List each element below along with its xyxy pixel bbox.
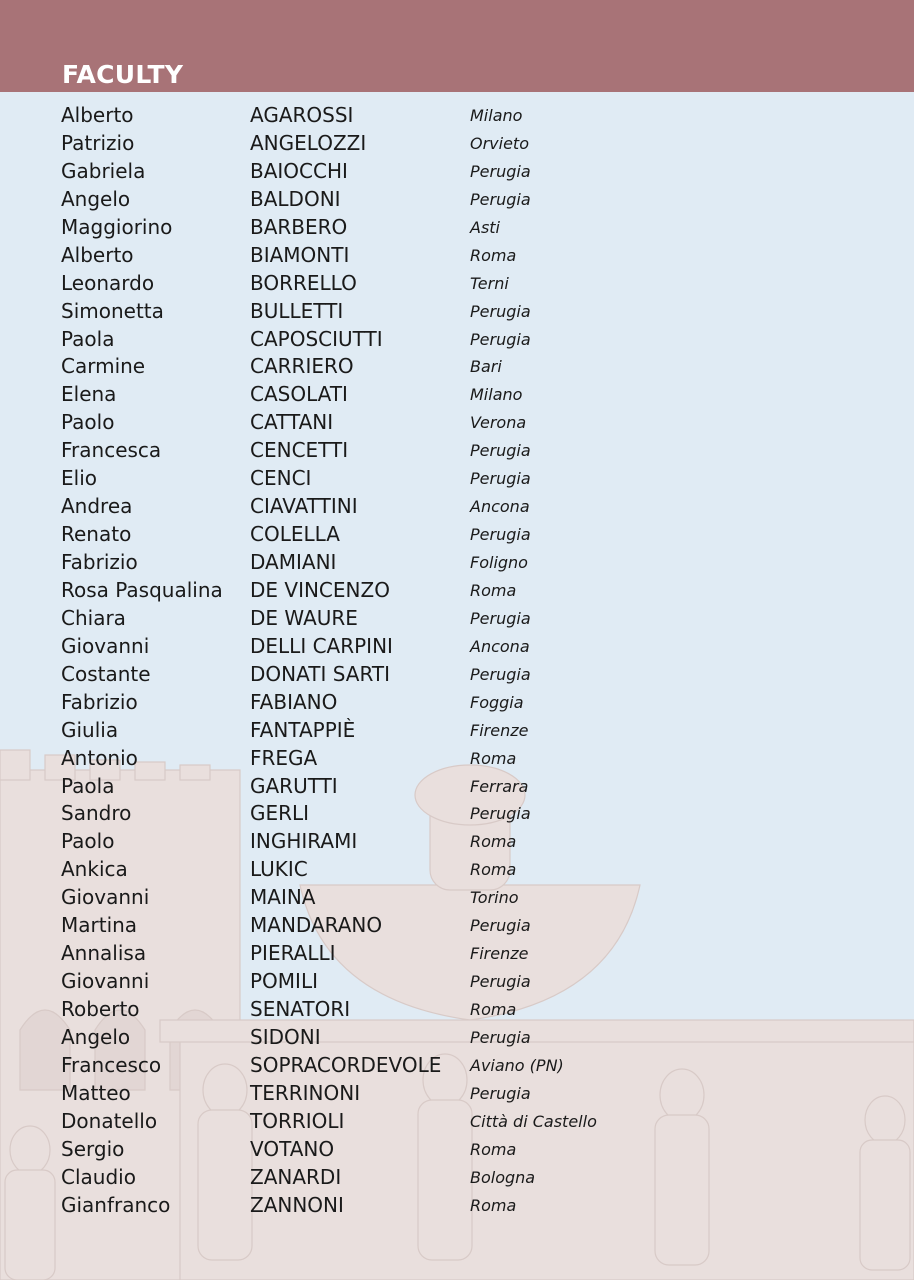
city: Verona: [470, 413, 527, 433]
last-name: GERLI: [250, 801, 310, 826]
first-name: Roberto: [61, 997, 140, 1021]
faculty-row: [0, 773, 914, 801]
first-name: Patrizio: [61, 130, 135, 155]
first-name: Annalisa: [61, 941, 147, 966]
faculty-row: [0, 605, 914, 633]
first-name: Sergio: [61, 1136, 125, 1161]
city: Terni: [470, 273, 509, 293]
city: Ancona: [470, 636, 530, 656]
city: Perugia: [470, 525, 531, 545]
city: Roma: [470, 245, 517, 265]
first-name: Alberto: [61, 242, 134, 267]
first-name: Fabrizio: [61, 689, 138, 714]
faculty-row: [0, 912, 914, 940]
last-name: SOPRACORDEVOLE: [250, 1052, 442, 1077]
city: Bari: [470, 357, 502, 377]
faculty-row: [0, 745, 914, 773]
first-name: Giovanni: [61, 885, 150, 910]
first-name: Paola: [61, 773, 115, 798]
faculty-row: [0, 577, 914, 605]
city: Torino: [470, 888, 519, 908]
city: Perugia: [470, 441, 531, 461]
last-name: DE WAURE: [250, 605, 358, 630]
first-name: Gabriela: [61, 158, 146, 183]
faculty-row: [0, 828, 914, 856]
city: Perugia: [470, 804, 531, 824]
last-name: POMILI: [250, 969, 318, 994]
city: Perugia: [470, 469, 531, 489]
last-name: FANTAPPIÈ: [250, 717, 356, 742]
last-name: AGAROSSI: [250, 103, 354, 127]
last-name: DONATI SARTI: [250, 661, 391, 686]
city: Roma: [470, 1000, 517, 1019]
last-name: MAINA: [250, 885, 316, 910]
faculty-row: [0, 130, 914, 158]
city: Ferrara: [470, 776, 529, 796]
first-name: Giovanni: [61, 633, 150, 658]
faculty-row: [0, 1080, 914, 1108]
faculty-row: [0, 270, 914, 298]
last-name: DE VINCENZO: [250, 577, 390, 602]
last-name: SIDONI: [250, 1024, 321, 1049]
faculty-row: [0, 1136, 914, 1164]
city: Orvieto: [470, 133, 529, 153]
faculty-row: [0, 298, 914, 326]
faculty-row: [0, 549, 914, 577]
city: Milano: [470, 106, 523, 125]
last-name: BALDONI: [250, 186, 341, 211]
city: Firenze: [470, 720, 529, 740]
last-name: BIAMONTI: [250, 242, 350, 267]
first-name: Angelo: [61, 186, 131, 211]
city: Asti: [470, 217, 500, 237]
first-name: Costante: [61, 661, 151, 686]
last-name: FABIANO: [250, 689, 338, 714]
last-name: COLELLA: [250, 522, 340, 547]
last-name: CASOLATI: [250, 382, 348, 407]
last-name: SENATORI: [250, 997, 351, 1021]
last-name: DAMIANI: [250, 550, 337, 574]
last-name: PIERALLI: [250, 941, 336, 966]
city: Perugia: [470, 916, 531, 936]
faculty-row: [0, 717, 914, 745]
first-name: Giovanni: [61, 969, 150, 994]
city: Bologna: [470, 1167, 536, 1187]
city: Perugia: [470, 329, 531, 349]
first-name: Elena: [61, 382, 117, 407]
faculty-list: [0, 102, 914, 1220]
last-name: TORRIOLI: [250, 1108, 345, 1133]
city: Perugia: [470, 1083, 531, 1103]
faculty-row: [0, 242, 914, 270]
first-name: Leonardo: [61, 270, 155, 295]
first-name: Antonio: [61, 745, 138, 770]
first-name: Paola: [61, 326, 115, 351]
faculty-row: [0, 214, 914, 242]
first-name: Alberto: [61, 103, 134, 127]
faculty-row: [0, 102, 914, 130]
last-name: LUKIC: [250, 857, 308, 882]
city: Roma: [470, 580, 517, 600]
faculty-row: [0, 353, 914, 381]
first-name: Gianfranco: [61, 1192, 171, 1217]
page-title: FACULTY: [62, 60, 184, 89]
last-name: TERRINONI: [250, 1080, 361, 1105]
faculty-row: [0, 884, 914, 912]
first-name: Sandro: [61, 801, 132, 826]
first-name: Claudio: [61, 1164, 136, 1189]
faculty-row: [0, 158, 914, 186]
city: Roma: [470, 748, 517, 768]
first-name: Francesca: [61, 438, 162, 463]
last-name: ANGELOZZI: [250, 130, 367, 155]
city: Perugia: [470, 161, 531, 181]
faculty-row: [0, 996, 914, 1024]
city: Perugia: [470, 664, 531, 684]
city: Perugia: [470, 1027, 531, 1047]
first-name: Matteo: [61, 1080, 131, 1105]
city: Roma: [470, 860, 517, 880]
last-name: CAPOSCIUTTI: [250, 326, 383, 351]
last-name: GARUTTI: [250, 773, 338, 798]
first-name: Andrea: [61, 494, 133, 519]
last-name: MANDARANO: [250, 913, 383, 938]
city: Roma: [470, 832, 517, 852]
first-name: Chiara: [61, 605, 126, 630]
faculty-row: [0, 186, 914, 214]
faculty-row: [0, 326, 914, 354]
faculty-row: [0, 968, 914, 996]
first-name: Angelo: [61, 1024, 131, 1049]
faculty-row: [0, 521, 914, 549]
city: Perugia: [470, 972, 531, 992]
first-name: Renato: [61, 522, 132, 547]
last-name: BAIOCCHI: [250, 158, 348, 183]
last-name: FREGA: [250, 745, 318, 770]
faculty-row: [0, 437, 914, 465]
first-name: Martina: [61, 913, 138, 938]
last-name: CATTANI: [250, 410, 334, 435]
last-name: CARRIERO: [250, 354, 354, 379]
first-name: Paolo: [61, 829, 115, 854]
first-name: Fabrizio: [61, 550, 138, 574]
faculty-row: [0, 465, 914, 493]
first-name: Carmine: [61, 354, 146, 379]
first-name: Ankica: [61, 857, 128, 882]
city: Aviano (PN): [470, 1055, 564, 1075]
faculty-row: [0, 940, 914, 968]
last-name: ZANNONI: [250, 1192, 344, 1217]
city: Perugia: [470, 189, 531, 209]
first-name: Maggiorino: [61, 214, 173, 239]
city: Milano: [470, 385, 523, 405]
last-name: INGHIRAMI: [250, 829, 358, 854]
last-name: ZANARDI: [250, 1164, 342, 1189]
faculty-row: [0, 800, 914, 828]
first-name: Francesco: [61, 1052, 162, 1077]
faculty-row: [0, 633, 914, 661]
last-name: BARBERO: [250, 214, 348, 239]
city: Città di Castello: [470, 1111, 597, 1131]
last-name: CENCI: [250, 466, 312, 491]
city: Perugia: [470, 608, 531, 628]
first-name: Elio: [61, 466, 97, 491]
city: Ancona: [470, 497, 530, 517]
city: Firenze: [470, 944, 529, 964]
faculty-row: [0, 689, 914, 717]
faculty-row: [0, 1052, 914, 1080]
faculty-row: [0, 409, 914, 437]
faculty-row: [0, 856, 914, 884]
last-name: BULLETTI: [250, 298, 344, 323]
last-name: CENCETTI: [250, 438, 349, 463]
city: Roma: [470, 1139, 517, 1159]
faculty-row: [0, 381, 914, 409]
first-name: Rosa Pasqualina: [61, 577, 223, 602]
last-name: DELLI CARPINI: [250, 633, 393, 658]
city: Perugia: [470, 301, 531, 321]
city: Roma: [470, 1195, 517, 1215]
first-name: Paolo: [61, 410, 115, 435]
faculty-row: [0, 1192, 914, 1220]
city: Foligno: [470, 553, 528, 572]
faculty-row: [0, 1024, 914, 1052]
faculty-row: [0, 1164, 914, 1192]
last-name: VOTANO: [250, 1136, 335, 1161]
faculty-row: [0, 493, 914, 521]
faculty-row: [0, 1108, 914, 1136]
first-name: Simonetta: [61, 298, 164, 323]
first-name: Giulia: [61, 717, 119, 742]
last-name: BORRELLO: [250, 270, 357, 295]
last-name: CIAVATTINI: [250, 494, 358, 519]
faculty-row: [0, 661, 914, 689]
first-name: Donatello: [61, 1108, 158, 1133]
city: Foggia: [470, 692, 524, 712]
